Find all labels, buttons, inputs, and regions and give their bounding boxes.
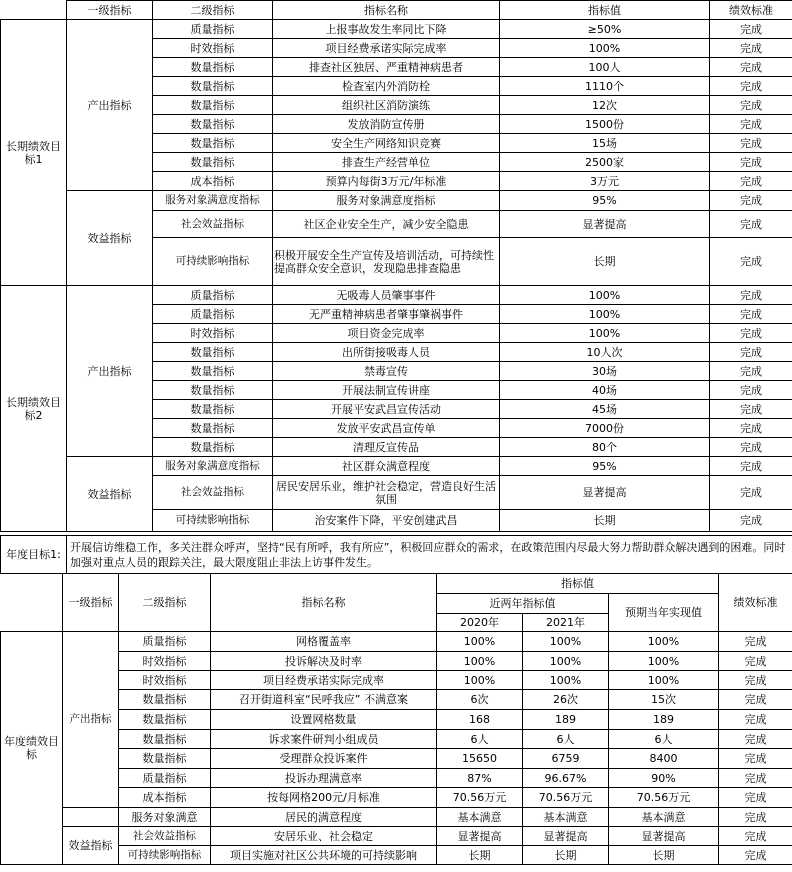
indicator-name: 投诉办理满意率 [211,769,437,788]
value-2020: 70.56万元 [437,788,523,808]
value-expected: 70.56万元 [609,788,719,808]
indicator-name: 治安案件下降，平安创建武昌 [273,510,500,532]
level2-cell: 数量指标 [153,381,273,400]
indicator-value: 100% [500,39,710,58]
table-row [1,827,792,846]
level2-cell: 数量指标 [153,400,273,419]
value-2020: 168 [437,710,523,730]
level2-cell: 数量指标 [153,153,273,172]
indicator-value: 3万元 [500,172,710,191]
indicator-value: 12次 [500,96,710,115]
table-row [1,690,792,710]
value-2021: 6人 [523,730,609,749]
level2-cell: 质量指标 [119,769,211,788]
value-expected: 90% [609,769,719,788]
indicator-name: 预算内每街3万元/年标准 [273,172,500,191]
value-expected: 15次 [609,690,719,710]
level2-cell: 服务对象满意度指标 [153,457,273,476]
level2-cell: 数量指标 [153,134,273,153]
performance-standard: 完成 [719,808,792,827]
value-2021: 显著提高 [523,827,609,846]
level2-cell: 数量指标 [119,730,211,749]
header-value: 指标值 [500,1,710,20]
header-standard: 绩效标准 [710,1,792,20]
performance-standard: 完成 [710,211,792,238]
annual-goal-label: 年度目标1: [1,536,67,574]
performance-standard: 完成 [710,476,792,510]
indicator-value: 显著提高 [500,476,710,510]
header-2021: 2021年 [523,614,609,632]
header-level1: 一级指标 [67,1,153,20]
value-2021: 70.56万元 [523,788,609,808]
level2-cell: 数量指标 [153,77,273,96]
level2-cell: 数量指标 [153,58,273,77]
indicator-name: 网格覆盖率 [211,632,437,652]
level2-cell: 数量指标 [153,96,273,115]
value-2021: 100% [523,671,609,690]
indicator-value: 长期 [500,238,710,286]
performance-standard: 完成 [719,671,792,690]
performance-standard: 完成 [719,788,792,808]
indicator-name: 清理反宣传品 [273,438,500,457]
indicator-value: 30场 [500,362,710,381]
performance-standard: 完成 [710,58,792,77]
indicator-value: 2500家 [500,153,710,172]
level2-cell: 质量指标 [153,286,273,305]
level2-cell: 社会效益指标 [153,476,273,510]
indicator-name: 检查室内外消防栓 [273,77,500,96]
header-expected: 预期当年实现值 [609,594,719,632]
level2-cell: 质量指标 [153,20,273,39]
performance-standard: 完成 [710,20,792,39]
indicator-name: 项目实施对社区公共环境的可持续影响 [211,846,437,865]
indicator-name: 组织社区消防演练 [273,96,500,115]
value-2020: 6人 [437,730,523,749]
value-2021: 100% [523,652,609,671]
annual-goal-row [1,536,792,574]
indicator-value: 100% [500,324,710,343]
level2-cell: 社会效益指标 [153,211,273,238]
level1-benefit: 效益指标 [67,457,153,532]
indicator-value: 10人次 [500,343,710,362]
indicator-name: 开展法制宣传讲座 [273,381,500,400]
performance-standard: 完成 [710,96,792,115]
performance-standard: 完成 [710,324,792,343]
level1-output: 产出指标 [67,20,153,191]
performance-standard: 完成 [710,510,792,532]
level2-cell: 时效指标 [153,324,273,343]
level2-cell: 数量指标 [153,438,273,457]
performance-standard: 完成 [719,846,792,865]
indicator-value: 长期 [500,510,710,532]
value-expected: 100% [609,671,719,690]
performance-standard: 完成 [710,305,792,324]
indicator-value: 1500份 [500,115,710,134]
level2-cell: 时效指标 [119,671,211,690]
indicator-value: 95% [500,191,710,211]
indicator-value: 95% [500,457,710,476]
level2-cell: 服务对象满意 [119,808,211,827]
value-2021: 100% [523,632,609,652]
header-level2: 二级指标 [153,1,273,20]
header-level2: 二级指标 [119,574,211,632]
level1-benefit: 效益指标 [67,191,153,286]
table-row [1,632,792,652]
level2-cell: 可持续影响指标 [153,238,273,286]
indicator-name: 项目资金完成率 [273,324,500,343]
indicator-value: 100% [500,305,710,324]
table-row [1,788,792,808]
indicator-value: ≥50% [500,20,710,39]
goal-label: 长期绩效目标2 [1,286,67,532]
indicator-value: 15场 [500,134,710,153]
performance-standard: 完成 [710,172,792,191]
value-expected: 基本满意 [609,808,719,827]
indicator-name: 上报事故发生率同比下降 [273,20,500,39]
table-row [1,191,792,211]
performance-standard: 完成 [710,286,792,305]
table-row [1,286,792,305]
indicator-name: 安居乐业、社会稳定 [211,827,437,846]
indicator-value: 100% [500,286,710,305]
performance-standard: 完成 [710,39,792,58]
value-2021: 26次 [523,690,609,710]
indicator-name: 无严重精神病患者肇事肇祸事件 [273,305,500,324]
indicator-name: 服务对象满意度指标 [273,191,500,211]
level2-cell: 数量指标 [153,362,273,381]
level2-cell: 可持续影响指标 [153,510,273,532]
table-row [1,769,792,788]
value-2020: 100% [437,652,523,671]
indicator-name: 发放平安武昌宣传单 [273,419,500,438]
value-2020: 100% [437,671,523,690]
table-row [1,730,792,749]
value-expected: 6人 [609,730,719,749]
header-row [1,1,792,20]
value-2021: 189 [523,710,609,730]
indicator-name: 居民安居乐业，维护社会稳定，营造良好生活氛围 [273,476,500,510]
value-expected: 8400 [609,749,719,769]
performance-standard: 完成 [710,362,792,381]
level2-cell: 质量指标 [153,305,273,324]
performance-standard: 完成 [710,438,792,457]
level2-cell: 数量指标 [153,419,273,438]
level1-output: 产出指标 [63,632,119,808]
table-row [1,671,792,690]
level2-cell: 数量指标 [119,690,211,710]
goal-label: 长期绩效目标1 [1,20,67,286]
performance-standard: 完成 [710,419,792,438]
performance-standard: 完成 [719,730,792,749]
level2-cell: 时效指标 [153,39,273,58]
indicator-value: 1110个 [500,77,710,96]
table-row [1,808,792,827]
value-expected: 189 [609,710,719,730]
level2-cell: 成本指标 [119,788,211,808]
performance-standard: 完成 [719,827,792,846]
indicator-value: 80个 [500,438,710,457]
performance-standard: 完成 [719,710,792,730]
indicator-name: 发放消防宣传册 [273,115,500,134]
performance-standard: 完成 [710,400,792,419]
value-2020: 6次 [437,690,523,710]
header-row [1,574,792,594]
level2-cell: 质量指标 [119,632,211,652]
indicator-name: 居民的满意程度 [211,808,437,827]
table-row [1,710,792,730]
header-level1: 一级指标 [63,574,119,632]
value-expected: 显著提高 [609,827,719,846]
indicator-value: 100人 [500,58,710,77]
header-name: 指标名称 [211,574,437,632]
value-2020: 15650 [437,749,523,769]
indicator-name: 无吸毒人员肇事事件 [273,286,500,305]
indicator-name: 项目经费承诺实际完成率 [273,39,500,58]
indicator-name: 受理群众投诉案件 [211,749,437,769]
value-2021: 长期 [523,846,609,865]
level2-cell: 服务对象满意度指标 [153,191,273,211]
level2-cell: 成本指标 [153,172,273,191]
performance-standard: 完成 [719,749,792,769]
header-standard: 绩效标准 [719,574,792,632]
goal-label: 年度绩效目标 [1,632,63,865]
header-2020: 2020年 [437,614,523,632]
indicator-name: 召开街道科室“民呼我应” 不满意案 [211,690,437,710]
performance-standard: 完成 [710,457,792,476]
performance-standard: 完成 [710,115,792,134]
indicator-name: 禁毒宣传 [273,362,500,381]
level1-benefit: 效益指标 [63,827,119,865]
indicator-name: 按每网格200元/月标准 [211,788,437,808]
value-2020: 基本满意 [437,808,523,827]
value-2020: 100% [437,632,523,652]
value-expected: 100% [609,652,719,671]
indicator-name: 投诉解决及时率 [211,652,437,671]
value-2020: 长期 [437,846,523,865]
performance-standard: 完成 [719,690,792,710]
value-expected: 长期 [609,846,719,865]
indicator-name: 开展平安武昌宣传活动 [273,400,500,419]
level2-cell: 社会效益指标 [119,827,211,846]
header-value: 指标值 [437,574,719,594]
corner-cell [1,1,67,20]
indicator-value: 显著提高 [500,211,710,238]
performance-standard: 完成 [710,77,792,96]
level2-cell: 数量指标 [153,115,273,134]
level2-cell: 数量指标 [153,343,273,362]
performance-standard: 完成 [710,381,792,400]
indicator-name: 出所街接吸毒人员 [273,343,500,362]
level2-cell: 数量指标 [119,710,211,730]
indicator-name: 社区群众满意程度 [273,457,500,476]
value-2020: 87% [437,769,523,788]
table-row [1,457,792,476]
table-row [1,20,792,39]
corner-cell [1,574,63,632]
indicator-name: 安全生产网络知识竞赛 [273,134,500,153]
header-recent: 近两年指标值 [437,594,609,614]
table-row [1,749,792,769]
value-2021: 6759 [523,749,609,769]
annual-performance-table [0,573,792,865]
annual-goal-text: 开展信访维稳工作，多关注群众呼声，坚持“民有所呼，我有所应”，积极回应群众的需求，在政策范围内尽最大努力帮助群众解决遇到的困难。同时加强对重点人员的跟踪关注，最大限度阻止非法上访事件发生。 [67,536,792,574]
level2-cell: 数量指标 [119,749,211,769]
indicator-name: 社区企业安全生产，减少安全隐患 [273,211,500,238]
performance-standard: 完成 [710,191,792,211]
value-2020: 显著提高 [437,827,523,846]
level1-blank [63,808,119,827]
value-2021: 96.67% [523,769,609,788]
indicator-value: 40场 [500,381,710,400]
level2-cell: 可持续影响指标 [119,846,211,865]
indicator-name: 项目经费承诺实际完成率 [211,671,437,690]
indicator-name: 排查社区独居、严重精神病患者 [273,58,500,77]
indicator-name: 诉求案件研判小组成员 [211,730,437,749]
indicator-name: 排查生产经营单位 [273,153,500,172]
performance-standard: 完成 [710,343,792,362]
performance-standard: 完成 [719,632,792,652]
performance-standard: 完成 [710,153,792,172]
header-name: 指标名称 [273,1,500,20]
indicator-value: 7000份 [500,419,710,438]
performance-standard: 完成 [710,134,792,153]
value-expected: 100% [609,632,719,652]
value-2021: 基本满意 [523,808,609,827]
indicator-name: 设置网格数量 [211,710,437,730]
annual-goal-table [0,535,792,574]
level1-output: 产出指标 [67,286,153,457]
indicator-name: 积极开展安全生产宣传及培训活动，可持续性提高群众安全意识，发现隐患排查隐患 [273,238,500,286]
level2-cell: 时效指标 [119,652,211,671]
performance-standard: 完成 [710,238,792,286]
table-row [1,652,792,671]
performance-standard: 完成 [719,769,792,788]
performance-standard: 完成 [719,652,792,671]
indicator-value: 45场 [500,400,710,419]
table-row [1,846,792,865]
